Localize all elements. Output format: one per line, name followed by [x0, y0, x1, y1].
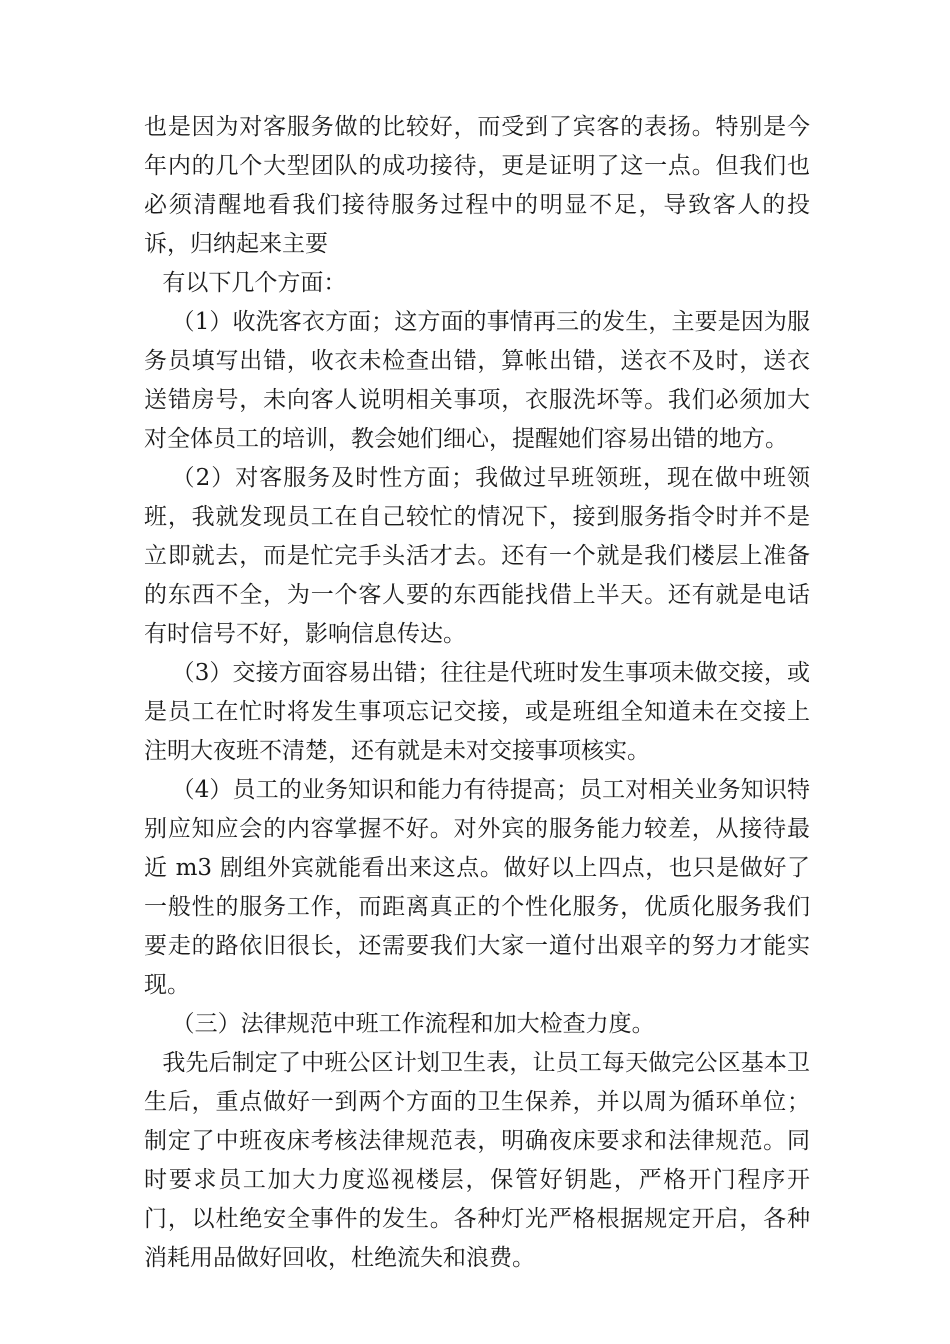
paragraph-1: 也是因为对客服务做的比较好，而受到了宾客的表扬。特别是今年内的几个大型团队的成功接待，更是证明了这一点。但我们也必须清醒地看我们接待服务过程中的明显不足，导致客人的投诉，归纳起来主要	[144, 114, 810, 257]
paragraph-item-4: （4）员工的业务知识和能力有待提高；员工对相关业务知识特别应知应会的内容掌握不好。对外宾的服务能力较差，从接待最近 m3 剧组外宾就能看出来这点。做好以上四点，也只是做好了一般性的服务工作，而距离真正的个性化服务，优质化服务我们要走的路依旧很长，还需要我们大家一道付出艰辛的努力才能实现。	[144, 777, 810, 998]
paragraph-item-3: （3）交接方面容易出错；往往是代班时发生事项未做交接，或是员工在忙时将发生事项忘记交接，或是班组全知道未在交接上注明大夜班不清楚，还有就是未对交接事项核实。	[144, 660, 810, 764]
paragraph-item-2: （2）对客服务及时性方面；我做过早班领班，现在做中班领班，我就发现员工在自己较忙的情况下，接到服务指令时并不是立即就去，而是忙完手头活才去。还有一个就是我们楼层上准备的东西不全，为一个客人要的东西能找借上半天。还有就是电话有时信号不好，影响信息传达。	[144, 465, 810, 647]
paragraph-final: 我先后制定了中班公区计划卫生表，让员工每天做完公区基本卫生后，重点做好一到两个方面的卫生保养，并以周为循环单位；制定了中班夜床考核法律规范表，明确夜床要求和法律规范。同时要求员工加大力度巡视楼层，保管好钥匙，严格开门程序开门，以杜绝安全事件的发生。各种灯光严格根据规定开启，各种消耗用品做好回收，杜绝流失和浪费。	[144, 1050, 810, 1271]
paragraph-2: 有以下几个方面：	[162, 270, 347, 296]
section-heading: （三）法律规范中班工作流程和加大检查力度。	[171, 1011, 655, 1037]
paragraph-item-1: （1）收洗客衣方面；这方面的事情再三的发生，主要是因为服务员填写出错，收衣未检查出错，算帐出错，送衣不及时，送衣送错房号，未向客人说明相关事项，衣服洗坏等。我们必须加大对全体员工的培训，教会她们细心，提醒她们容易出错的地方。	[144, 309, 810, 452]
document-body	[144, 108, 810, 1278]
